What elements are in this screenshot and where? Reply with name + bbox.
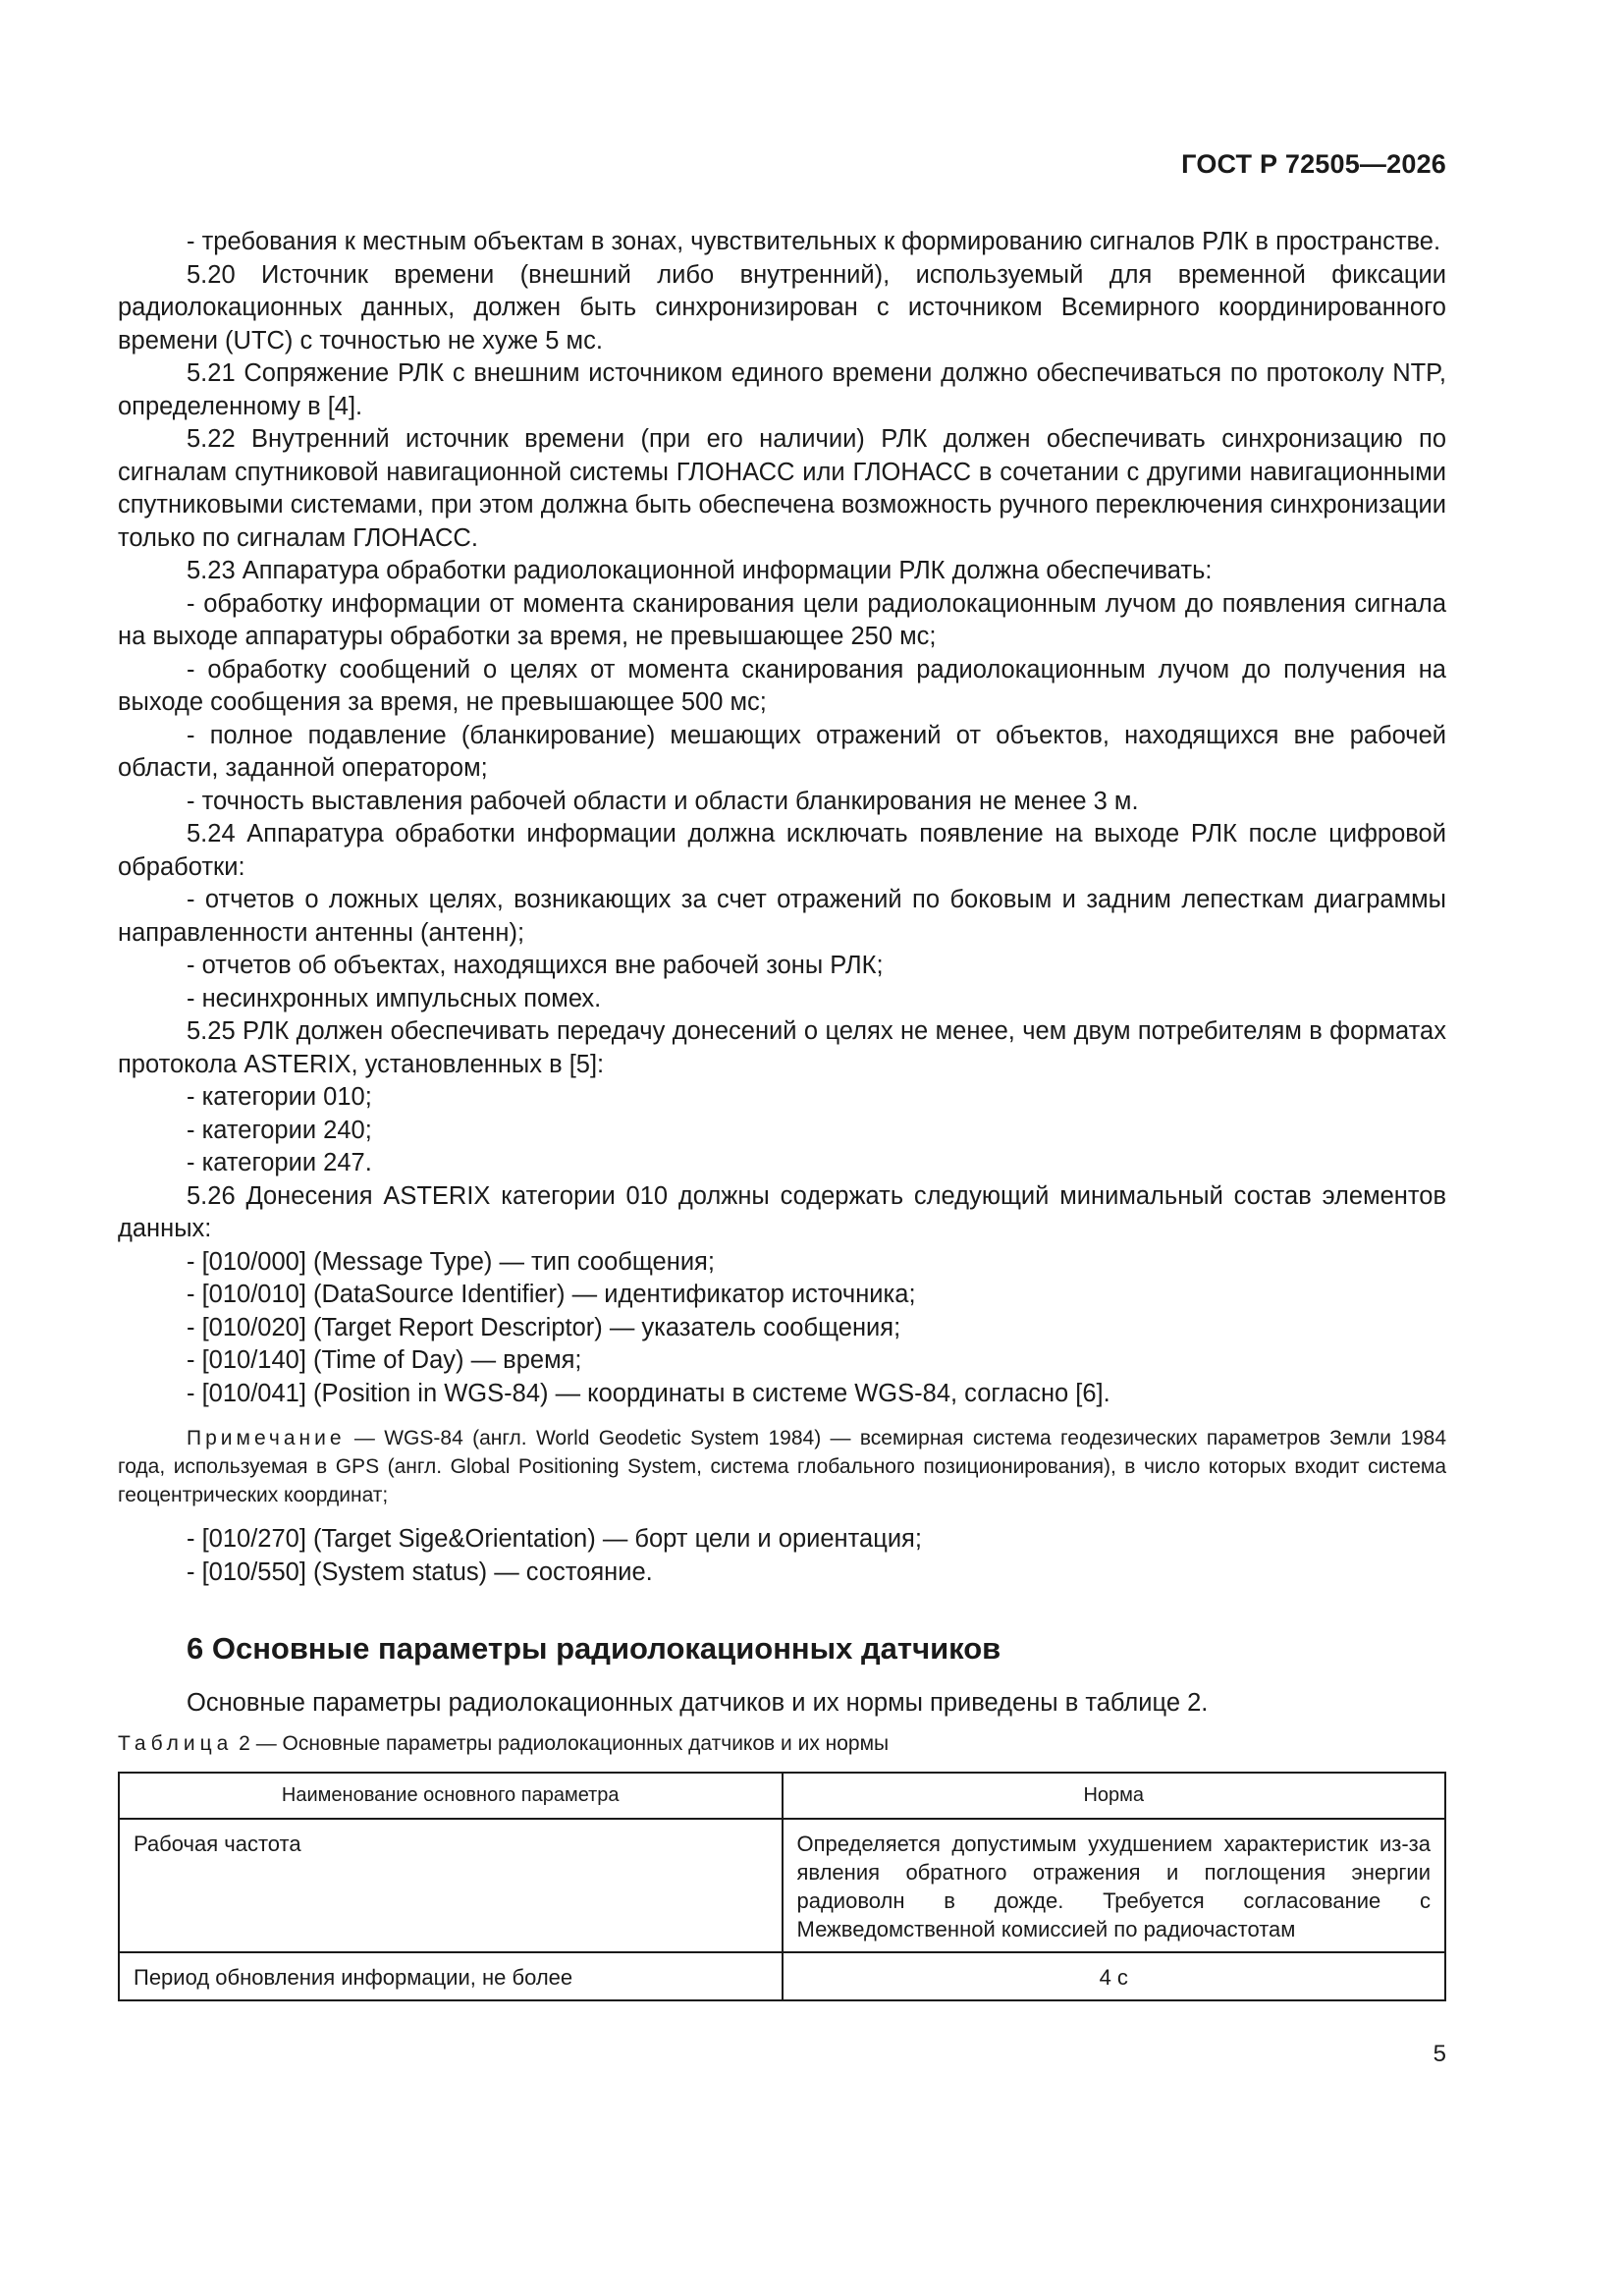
clause-5-21: 5.21 Сопряжение РЛК с внешним источником единого времени должно обеспечиваться по протоколу NTP, определенному в [4]. — [118, 359, 1446, 420]
list-item: - требования к местным объектам в зонах, чувствительных к формированию сигналов РЛК в пространстве. — [187, 228, 1441, 255]
document-body — [118, 226, 1446, 2001]
list-item: - [010/010] (DataSource Identifier) — идентификатор источника; — [187, 1281, 916, 1308]
parameter-norm-cell: Определяется допустимым ухудшением характеристик из-за явления обратного отражения и поглощения энергии радиоволн в дожде. Требуется согласование с Межведомственной комиссией по радиочастотам — [783, 1819, 1446, 1952]
list-item: - [010/041] (Position in WGS-84) — координаты в системе WGS-84, согласно [6]. — [187, 1379, 1110, 1407]
parameters-table — [118, 1772, 1446, 2001]
clause-5-20: 5.20 Источник времени (внешний либо внутренний), используемый для временной фиксации радиолокационных данных, должен быть синхронизирован с источником Всемирного координированного времени (UTC) с точностью не хуже 5 мс. — [118, 260, 1446, 355]
note-text: — WGS-84 (англ. World Geodetic System 1984) — всемирная система геодезических параметров Земли 1984 года, используемая в GPS (англ. Global Positioning System, система глобального позиционирования), в число которых входит система геоцентрических координат; — [118, 1427, 1446, 1506]
list-item: - полное подавление (бланкирование) мешающих отражений от объектов, находящихся вне рабочей области, заданной оператором; — [118, 721, 1446, 782]
clause-5-24: 5.24 Аппаратура обработки информации должна исключать появление на выходе РЛК после цифровой обработки: — [118, 820, 1446, 881]
list-item: - [010/550] (System status) — состояние. — [187, 1558, 653, 1586]
clause-5-25: 5.25 РЛК должен обеспечивать передачу донесений о целях не менее, чем двум потребителям в форматах протокола ASTERIX, установленных в [5]: — [118, 1017, 1446, 1078]
list-item: - [010/270] (Target Sige&Orientation) — борт цели и ориентация; — [187, 1525, 922, 1553]
parameter-name-cell: Рабочая частота — [119, 1819, 783, 1952]
list-item: - несинхронных импульсных помех. — [187, 984, 602, 1012]
table-row — [119, 1952, 1445, 2000]
parameter-name-cell: Период обновления информации, не более — [119, 1952, 783, 2000]
section-6-intro: Основные параметры радиолокационных датчиков и их нормы приведены в таблице 2. — [187, 1689, 1209, 1717]
note-block — [118, 1424, 1446, 1509]
page-number: 5 — [1433, 2041, 1446, 2067]
list-item: - обработку сообщений о целях от момента сканирования радиолокационным лучом до получения на выходе сообщения за время, не превышающее 500 мс; — [118, 655, 1446, 716]
table-row — [119, 1819, 1445, 1952]
clause-5-26: 5.26 Донесения ASTERIX категории 010 должны содержать следующий минимальный состав элементов данных: — [118, 1181, 1446, 1242]
note-label: Примечание — [187, 1427, 346, 1449]
list-item: - [010/140] (Time of Day) — время; — [187, 1346, 582, 1374]
clause-5-23: 5.23 Аппаратура обработки радиолокационной информации РЛК должна обеспечивать: — [187, 557, 1213, 584]
list-item: - категории 247. — [187, 1149, 372, 1176]
table-caption-label: Таблица — [118, 1731, 234, 1755]
table-caption-text: 2 — Основные параметры радиолокационных датчиков и их нормы — [233, 1731, 890, 1755]
list-item: - отчетов об объектах, находящихся вне рабочей зоны РЛК; — [187, 952, 884, 979]
list-item: - отчетов о ложных целях, возникающих за счет отражений по боковым и задним лепесткам диаграммы направленности антенны (антенн); — [118, 886, 1446, 947]
list-item: - обработку информации от момента сканирования цели радиолокационным лучом до появления сигнала на выходе аппаратуры обработки за время, не превышающее 250 мс; — [118, 589, 1446, 650]
table-header-row — [119, 1773, 1445, 1819]
column-header-parameter: Наименование основного параметра — [119, 1773, 783, 1819]
parameter-norm-cell: 4 с — [783, 1952, 1446, 2000]
document-code-header: ГОСТ Р 72505—2026 — [1181, 149, 1446, 179]
list-item: - [010/000] (Message Type) — тип сообщения; — [187, 1247, 715, 1276]
column-header-norm: Норма — [783, 1773, 1446, 1819]
section-6-title: 6 Основные параметры радиолокационных датчиков — [187, 1631, 1001, 1666]
list-item: - точность выставления рабочей области и области бланкирования не менее 3 м. — [187, 787, 1139, 815]
table-2-caption — [118, 1730, 1446, 1758]
clause-5-22: 5.22 Внутренний источник времени (при его наличии) РЛК должен обеспечивать синхронизацию по сигналам спутниковой навигационной системы ГЛОНАСС или ГЛОНАСС в сочетании с другими навигационными спутниковыми системами, при этом должна быть обеспечена возможность ручного переключения синхронизации только по сигналам ГЛОНАСС. — [118, 425, 1446, 552]
list-item: - категории 010; — [187, 1083, 372, 1111]
list-item: - категории 240; — [187, 1116, 372, 1144]
list-item: - [010/020] (Target Report Descriptor) — указатель сообщения; — [187, 1313, 901, 1341]
